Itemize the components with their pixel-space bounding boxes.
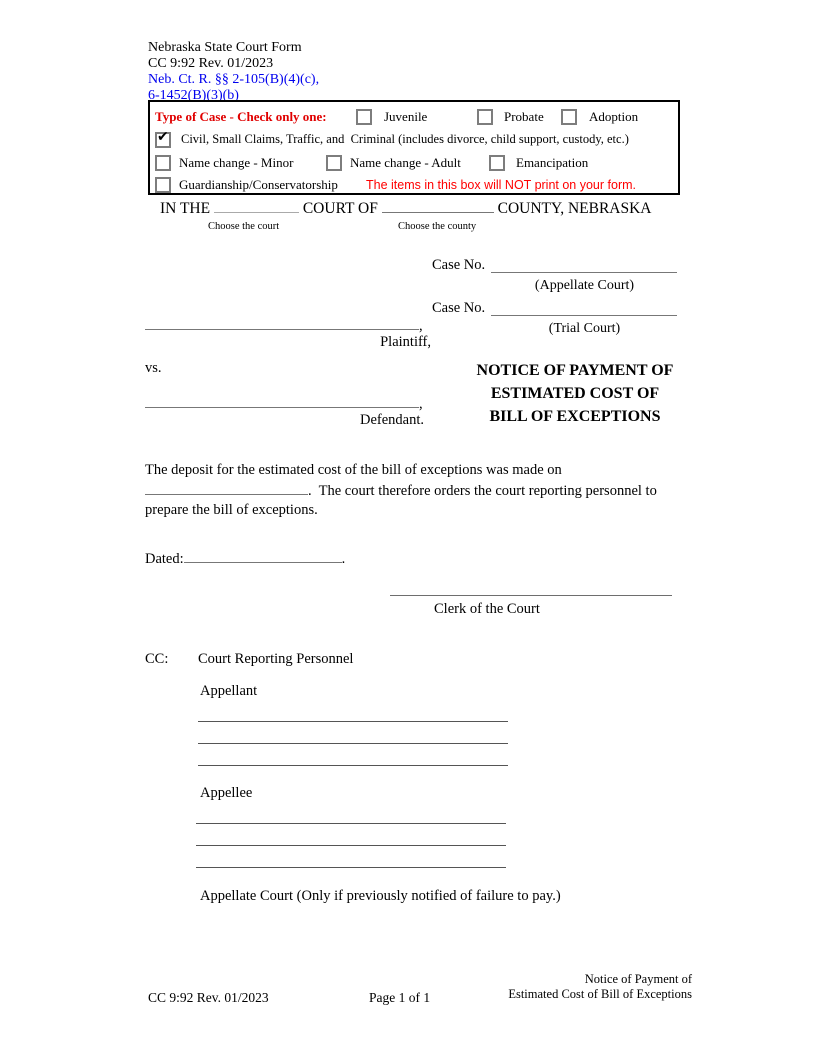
checkbox-civil-checked[interactable]: [155, 129, 171, 148]
checkbox-name-change-adult[interactable]: [326, 155, 342, 171]
choose-court-hint: Choose the court: [208, 221, 280, 232]
case-no-label-trial: Case No.: [432, 300, 486, 316]
body-text-after-blank: . The court therefore orders the court reporting personnel to prepare the bill of exceptions.: [145, 483, 661, 518]
document-title-line1: NOTICE OF PAYMENT OF: [476, 362, 674, 379]
clerk-signature-line[interactable]: [390, 577, 672, 596]
footer-document-name-line1: Notice of Payment of: [584, 972, 692, 986]
in-the-text: IN THE: [160, 200, 211, 217]
label-name-change-minor: Name change - Minor: [179, 155, 294, 170]
type-of-case-row-4: [150, 177, 678, 195]
checkbox-adoption[interactable]: [561, 109, 577, 125]
document-title: [455, 359, 695, 428]
checkbox-juvenile[interactable]: [356, 109, 372, 125]
plaintiff-comma: ,: [419, 318, 423, 334]
label-probate: Probate: [504, 109, 544, 124]
cc-appellate-court-note: Appellate Court (Only if previously notified of failure to pay.): [200, 888, 561, 904]
appellate-court-note: (Appellate Court): [534, 278, 635, 293]
vs-label: vs.: [145, 360, 162, 376]
county-name-blank[interactable]: [382, 199, 494, 213]
checkbox-guardianship[interactable]: [155, 177, 171, 193]
type-of-case-heading: Type of Case - Check only one:: [155, 109, 327, 124]
body-text-before-blank: The deposit for the estimated cost of the bill of exceptions was made on: [145, 462, 562, 478]
checkbox-probate[interactable]: [477, 109, 493, 125]
cc-recipient-court-reporting: Court Reporting Personnel: [198, 651, 354, 667]
trial-case-number-blank[interactable]: [491, 300, 677, 316]
type-of-case-row-1: [150, 109, 678, 127]
appellant-address-line-1[interactable]: [198, 703, 508, 722]
trial-case-number-block: [432, 300, 677, 337]
checkbox-name-change-minor[interactable]: [155, 155, 171, 171]
defendant-comma: ,: [419, 396, 423, 412]
label-guardianship: Guardianship/Conservatorship: [179, 177, 338, 192]
appellant-address-line-2[interactable]: [198, 725, 508, 744]
type-of-case-row-2: [150, 129, 678, 150]
appellee-address-line-1[interactable]: [196, 805, 506, 824]
type-of-case-row-3: [150, 155, 678, 173]
dated-line: [145, 547, 345, 568]
body-paragraph: [145, 461, 679, 520]
checkbox-emancipation[interactable]: [489, 155, 505, 171]
footer-document-name: [460, 972, 692, 1002]
footer-page-number: Page 1 of 1: [369, 990, 431, 1005]
clerk-of-court-label: Clerk of the Court: [434, 601, 540, 617]
no-print-warning: The items in this box will NOT print on your form.: [366, 178, 636, 192]
appellee-address-line-3[interactable]: [196, 849, 506, 868]
appellate-case-number-blank[interactable]: [491, 257, 677, 273]
label-civil: Civil, Small Claims, Traffic, and Criminal (includes divorce, child support, custody, etc.): [181, 132, 629, 146]
court-heading: [148, 199, 704, 218]
cc-appellant-label: Appellant: [200, 683, 258, 699]
court-of-text: COURT OF: [302, 200, 378, 217]
form-header: [148, 40, 319, 104]
court-name-blank[interactable]: [214, 199, 299, 213]
choose-county-hint: Choose the county: [398, 221, 477, 232]
footer-document-name-line2: Estimated Cost of Bill of Exceptions: [508, 987, 692, 1001]
cc-label: CC:: [145, 651, 169, 667]
form-source-line: Nebraska State Court Form: [148, 40, 302, 55]
deposit-date-blank[interactable]: [145, 480, 308, 495]
plaintiff-name-line: [145, 312, 423, 335]
dated-label: Dated:: [145, 551, 184, 567]
case-no-label-appellate: Case No.: [432, 257, 486, 273]
label-juvenile: Juvenile: [384, 109, 428, 124]
dated-period: .: [341, 551, 346, 567]
county-nebraska-text: COUNTY, NEBRASKA: [497, 200, 652, 217]
appellate-case-number-block: [432, 257, 677, 294]
plaintiff-label: Plaintiff,: [380, 334, 431, 350]
plaintiff-name-blank[interactable]: [145, 312, 419, 330]
appellant-address-line-3[interactable]: [198, 747, 508, 766]
appellee-address-line-2[interactable]: [196, 827, 506, 846]
label-name-change-adult: Name change - Adult: [350, 155, 461, 170]
label-emancipation: Emancipation: [516, 155, 589, 170]
defendant-name-blank[interactable]: [145, 390, 419, 408]
cc-appellee-label: Appellee: [200, 785, 253, 801]
document-title-line2: ESTIMATED COST OF: [490, 385, 660, 402]
footer-form-number: CC 9:92 Rev. 01/2023: [148, 990, 269, 1005]
defendant-label: Defendant.: [359, 412, 424, 428]
checkmark-icon: ✔: [157, 129, 169, 145]
label-adoption: Adoption: [589, 109, 639, 124]
dated-blank[interactable]: [184, 547, 342, 563]
trial-court-note: (Trial Court): [548, 321, 621, 336]
type-of-case-box: [148, 100, 680, 195]
rule-citation-link-2[interactable]: 6-1452(B)(3)(b): [148, 88, 239, 103]
form-number-line: CC 9:92 Rev. 01/2023: [148, 56, 274, 71]
defendant-name-line: [145, 390, 423, 413]
rule-citation-link[interactable]: Neb. Ct. R. §§ 2-105(B)(4)(c),: [148, 72, 320, 87]
document-title-line3: BILL OF EXCEPTIONS: [489, 408, 661, 425]
